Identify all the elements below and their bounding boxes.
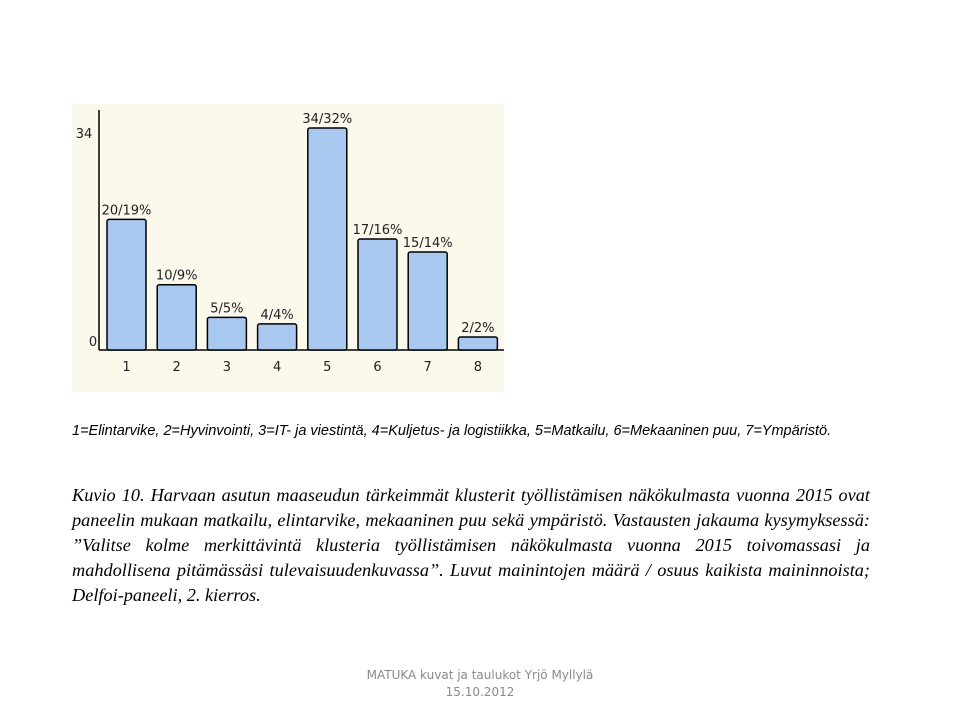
bar-8: [458, 337, 497, 350]
bar-2: [157, 285, 196, 350]
x-tick-label: 3: [222, 360, 232, 375]
y-tick-label: 0: [88, 335, 98, 350]
footer-line-1: MATUKA kuvat ja taulukot Yrjö Myllylä: [366, 668, 594, 682]
x-tick-label: 6: [373, 360, 382, 375]
data-label: 15/14%: [402, 236, 453, 252]
x-tick-label: 4: [272, 360, 282, 375]
data-label: 34/32%: [302, 112, 353, 127]
x-tick-label: 2: [172, 360, 181, 375]
bar-1: [107, 219, 146, 350]
bar-4: [258, 324, 297, 350]
footer-line-2: 15.10.2012: [445, 685, 515, 699]
data-label: 5/5%: [210, 301, 244, 317]
figure-caption: Kuvio 10. Harvaan asutun maaseudun tärkeimmät klusterit työllistämisen näkökulmasta vuonna 2015 ovat paneelin mukaan matkailu, elintarvike, mekaaninen puu sekä ympäristö. Vastausten jakauma kysymyksessä: ”Valitse kolme merkittävintä klusteria työllistämisen näkökulmasta vuonna 2015 toivomassasi ja mahdollisena pitämässäsi tulevaisuudenkuvassa”. Luvut mainintojen määrä / osuus kaikista maininnoista; Delfoi-paneeli, 2. kierros.: [72, 485, 870, 605]
data-label: 17/16%: [352, 223, 403, 238]
chart-legend-text: 1=Elintarvike, 2=Hyvinvointi, 3=IT- ja viestintä, 4=Kuljetus- ja logistiikka, 5=Matkailu, 6=Mekaaninen puu, 7=Ympäristö.: [72, 423, 832, 439]
x-tick-label: 7: [423, 360, 432, 375]
x-tick-label: 1: [122, 360, 131, 375]
bar-5: [308, 128, 347, 350]
footer: [0, 667, 960, 701]
chart-panel: [72, 104, 504, 392]
bar-6: [358, 239, 397, 350]
bar-3: [207, 317, 246, 350]
bar-chart: [72, 104, 504, 392]
x-tick-label: 5: [323, 360, 332, 375]
data-label: 10/9%: [155, 268, 198, 284]
y-tick-label: 34: [75, 127, 93, 142]
data-label: 20/19%: [101, 203, 152, 219]
bar-7: [408, 252, 447, 350]
x-tick-label: 8: [473, 360, 483, 375]
data-label: 4/4%: [260, 307, 294, 323]
data-label: 2/2%: [461, 320, 495, 336]
